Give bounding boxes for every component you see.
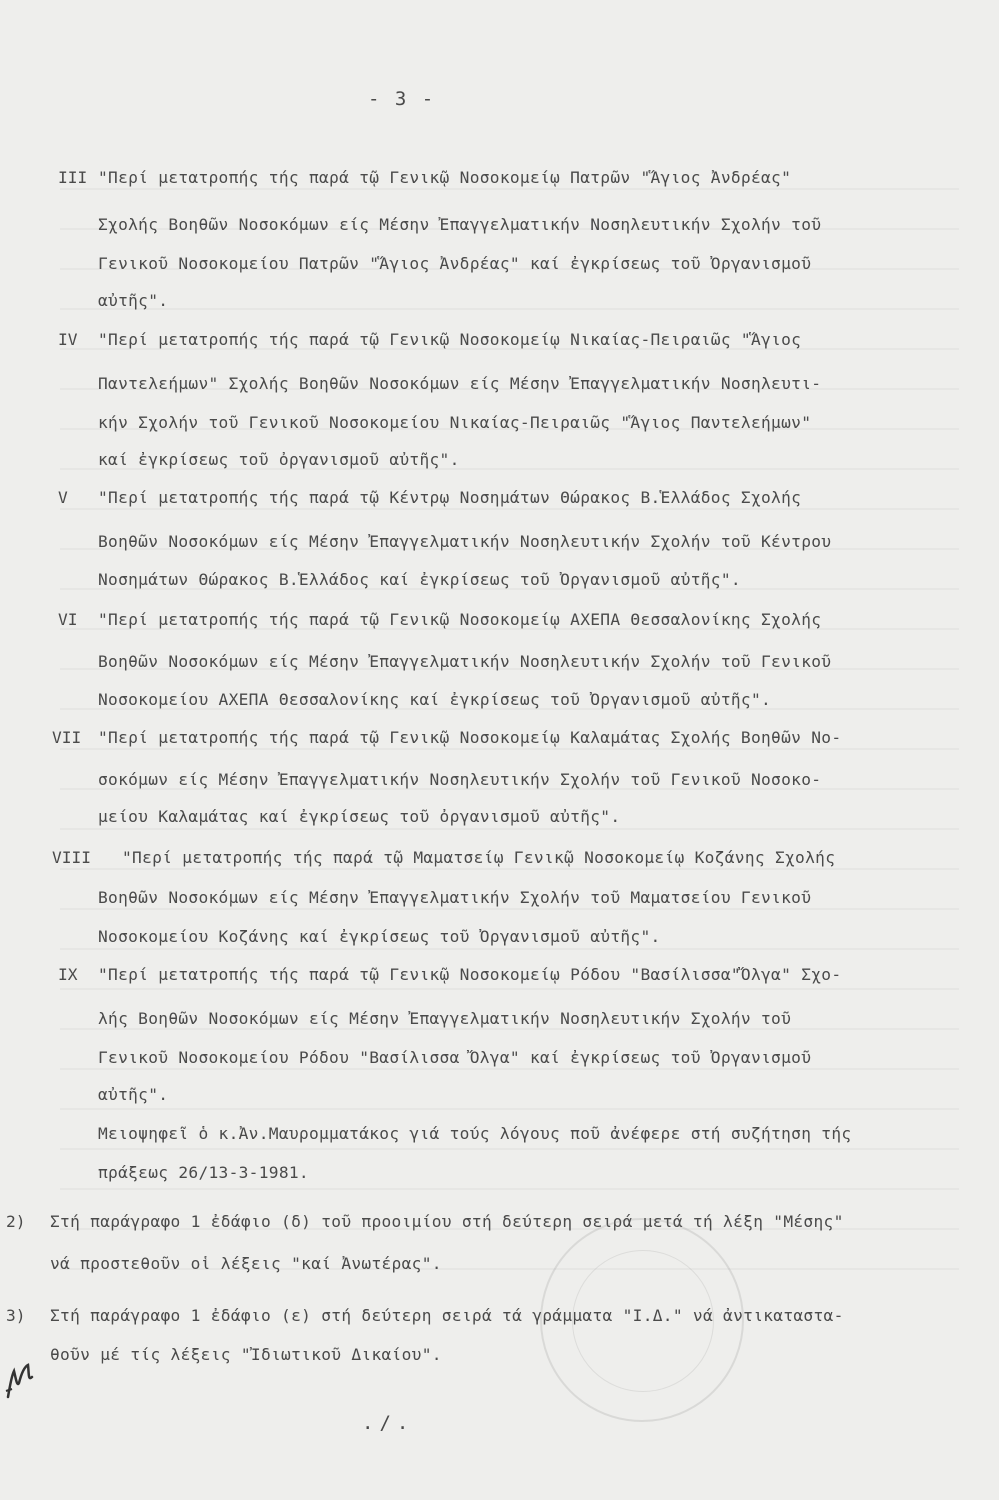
text-line: Βοηθῶν Νοσοκόμων είς Μέσην Ἐπαγγελματικήν Νοσηλευτικήν Σχολήν τοῦ Γενικοῦ xyxy=(98,652,832,671)
text-line: "Περί μετατροπής τής παρά τῷ Μαματσείῳ Γενικῷ Νοσοκομείῳ Κοζάνης Σχολής xyxy=(122,848,836,867)
official-stamp xyxy=(540,1218,744,1422)
text-line: μείου Καλαμάτας καί ἐγκρίσεως τοῦ ὀργανισμοῦ αὐτῆς". xyxy=(98,807,621,826)
text-line: Σχολής Βοηθῶν Νοσοκόμων είς Μέσην Ἐπαγγελματικήν Νοσηλευτικήν Σχολήν τοῦ xyxy=(98,215,822,234)
text-line: κήν Σχολήν τοῦ Γενικοῦ Νοσοκομείου Νικαίας-Πειραιῶς "Ἅγιος Παντελεήμων" xyxy=(98,413,812,432)
item-number: V xyxy=(58,488,68,507)
item-number: 3) xyxy=(6,1306,26,1325)
text-line: Παντελεήμων" Σχολής Βοηθῶν Νοσοκόμων είς Μέσην Ἐπαγγελματικήν Νοσηλευτι- xyxy=(98,374,822,393)
text-line: Νοσοκομείου Κοζάνης καί ἐγκρίσεως τοῦ Ὀργανισμοῦ αὐτῆς". xyxy=(98,927,661,946)
text-line: "Περί μετατροπής τής παρά τῷ Γενικῷ Νοσοκομείῳ Νικαίας-Πειραιῶς "Ἅγιος xyxy=(98,330,802,349)
text-line: σοκόμων είς Μέσην Ἐπαγγελματικήν Νοσηλευτικήν Σχολήν τοῦ Γενικοῦ Νοσοκο- xyxy=(98,770,822,789)
text-line: νά προστεθοῦν οἱ λέξεις "καί Ἀνωτέρας". xyxy=(50,1254,442,1273)
text-line: αὐτῆς". xyxy=(98,291,169,310)
continuation-mark: ./. xyxy=(362,1412,415,1434)
page-number: - 3 - xyxy=(368,88,436,110)
text-line: Γενικοῦ Νοσοκομείου Πατρῶν "Ἅγιος Ἀνδρέας" καί ἐγκρίσεως τοῦ Ὀργανισμοῦ xyxy=(98,254,812,273)
text-line: Βοηθῶν Νοσοκόμων είς Μέσην Ἐπαγγελματικήν Σχολήν τοῦ Μαματσείου Γενικοῦ xyxy=(98,888,812,907)
text-line: "Περί μετατροπής τής παρά τῷ Γενικῷ Νοσοκομείῳ Πατρῶν "Ἅγιος Ἀνδρέας" xyxy=(98,168,792,187)
item-number: VII xyxy=(52,728,82,747)
item-number: 2) xyxy=(6,1212,26,1231)
text-line: Νοσημάτων Θώρακος Β.Ἑλλάδος καί ἐγκρίσεως τοῦ Ὀργανισμοῦ αὐτῆς". xyxy=(98,570,741,589)
item-number: VI xyxy=(58,610,78,629)
text-line: Στή παράγραφο 1 ἐδάφιο (δ) τοῦ προοιμίου στή δεύτερη σειρά μετά τή λέξη "Μέσης" xyxy=(50,1212,844,1231)
text-line: Βοηθῶν Νοσοκόμων είς Μέσην Ἐπαγγελματικήν Νοσηλευτικήν Σχολήν τοῦ Κέντρου xyxy=(98,532,832,551)
text-line: Μειοψηφεῖ ὁ κ.Ἀν.Μαυρομματάκος γιά τούς λόγους ποῦ ἀνέφερε στή συζήτηση τής xyxy=(98,1124,852,1143)
text-line: "Περί μετατροπής τής παρά τῷ Γενικῷ Νοσοκομείῳ Καλαμάτας Σχολής Βοηθῶν Νο- xyxy=(98,728,842,747)
text-line: πράξεως 26/13-3-1981. xyxy=(98,1163,309,1182)
item-number: IX xyxy=(58,965,78,984)
item-number: IV xyxy=(58,330,78,349)
text-line: "Περί μετατροπής τής παρά τῷ Κέντρῳ Νοσημάτων Θώρακος Β.Ἑλλάδος Σχολής xyxy=(98,488,802,507)
text-line: θοῦν μέ τίς λέξεις "Ἰδιωτικοῦ Δικαίου". xyxy=(50,1345,442,1364)
text-line: "Περί μετατροπής τής παρά τῷ Γενικῷ Νοσοκομείῳ ΑΧΕΠΑ Θεσσαλονίκης Σχολής xyxy=(98,610,822,629)
text-line: Γενικοῦ Νοσοκομείου Ρόδου "Βασίλισσα Ὄλγα" καί ἐγκρίσεως τοῦ Ὀργανισμοῦ xyxy=(98,1048,812,1067)
text-line: "Περί μετατροπής τής παρά τῷ Γενικῷ Νοσοκομείῳ Ρόδου "Βασίλισσα"Ὄλγα" Σχο- xyxy=(98,965,842,984)
text-line: Νοσοκομείου ΑΧΕΠΑ Θεσσαλονίκης καί ἐγκρίσεως τοῦ Ὀργανισμοῦ αὐτῆς". xyxy=(98,690,772,709)
item-number: III xyxy=(58,168,88,187)
text-line: λής Βοηθῶν Νοσοκόμων είς Μέσην Ἐπαγγελματικήν Νοσηλευτικήν Σχολήν τοῦ xyxy=(98,1009,792,1028)
item-number: VIII xyxy=(52,848,91,867)
signature-mark xyxy=(2,1345,42,1405)
text-line: καί ἐγκρίσεως τοῦ ὀργανισμοῦ αὐτῆς". xyxy=(98,450,460,469)
text-line: αὐτῆς". xyxy=(98,1085,169,1104)
text-line: Στή παράγραφο 1 ἐδάφιο (ε) στή δεύτερη σειρά τά γράμματα "Ι.Δ." νά ἀντικαταστα- xyxy=(50,1306,844,1325)
